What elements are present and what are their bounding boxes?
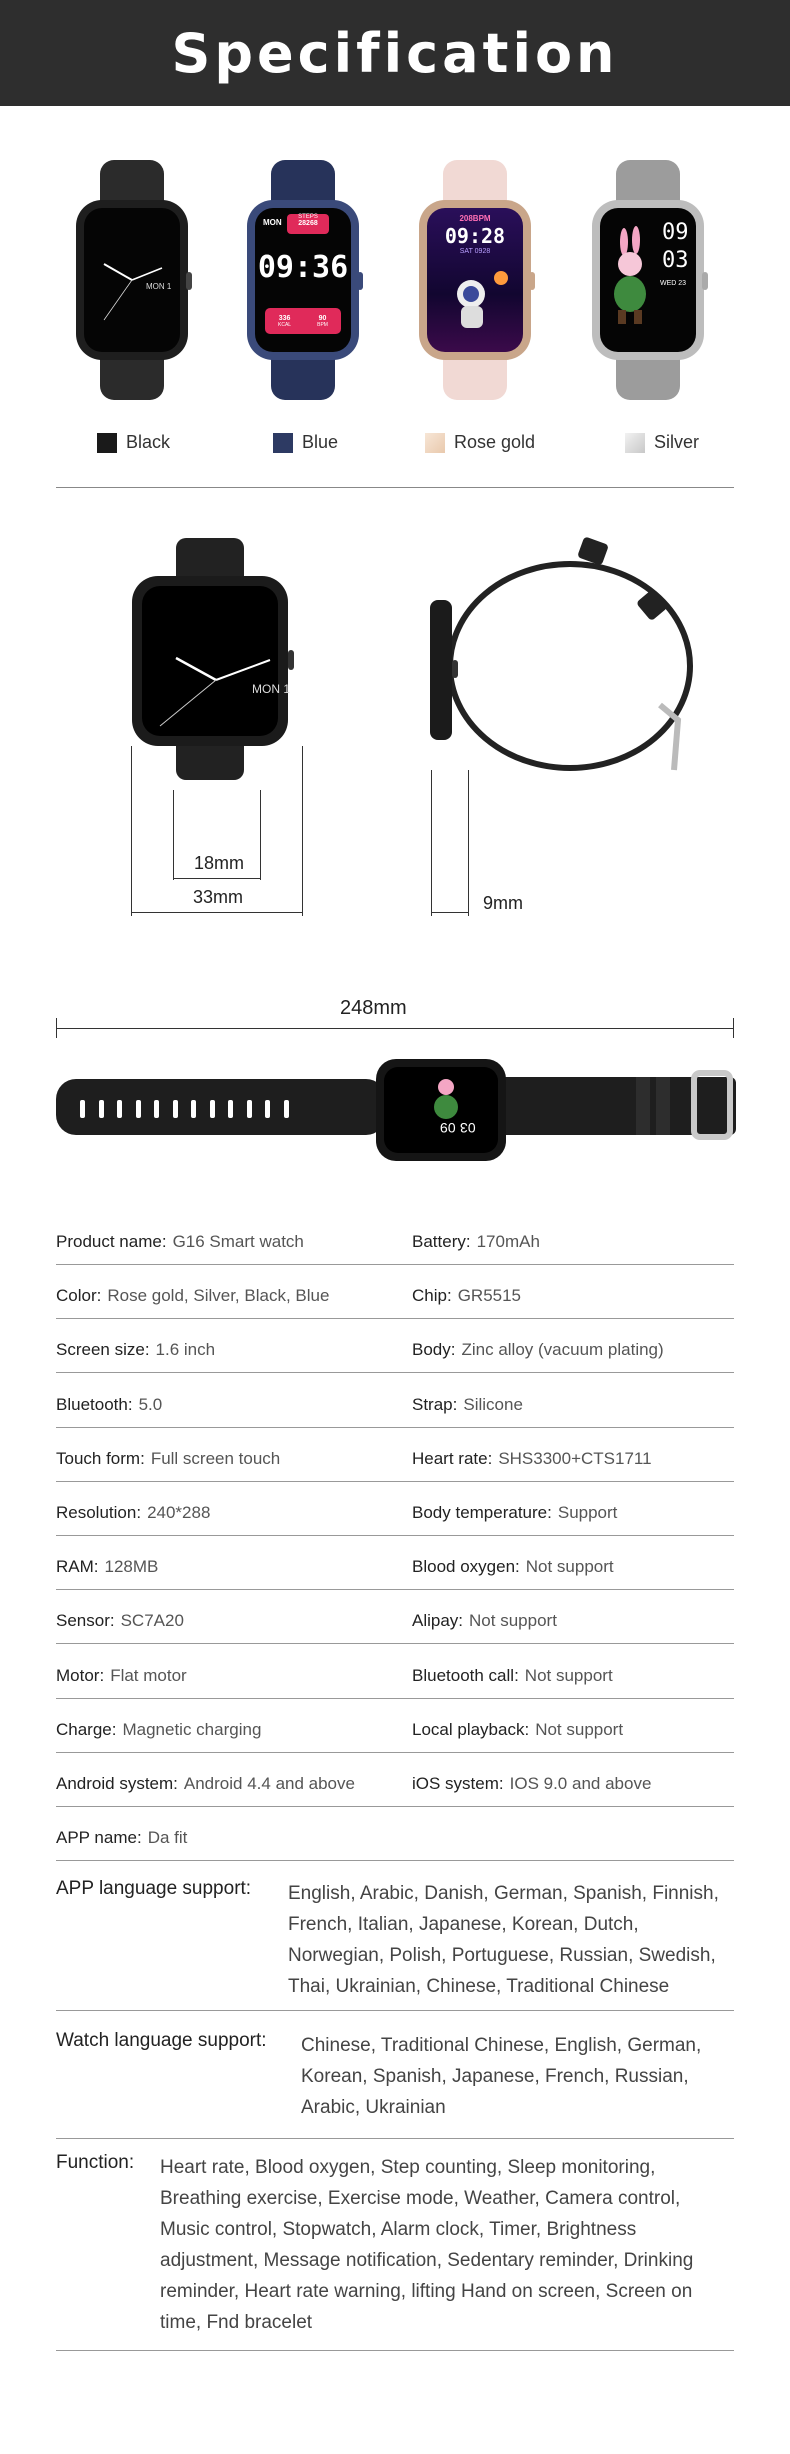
strap-hole bbox=[99, 1100, 104, 1118]
color-legend bbox=[0, 432, 790, 462]
spec-cell bbox=[56, 1340, 215, 1360]
analog-face-icon bbox=[84, 208, 180, 352]
spec-key: Sensor: bbox=[56, 1611, 115, 1631]
spec-cell bbox=[412, 1557, 614, 1577]
spec-value: Da fit bbox=[147, 1828, 188, 1848]
spec-row bbox=[56, 1666, 734, 1699]
spec-cell bbox=[56, 1503, 210, 1523]
spec-row bbox=[56, 1395, 734, 1428]
section-divider bbox=[56, 487, 734, 488]
dim-line bbox=[302, 746, 303, 916]
value-line: French, Italian, Japanese, Korean, Dutch, bbox=[288, 1914, 639, 1935]
swatch-black bbox=[97, 432, 170, 453]
color-chip bbox=[273, 433, 293, 453]
value-line: Korean, Spanish, Japanese, French, Russian, bbox=[301, 2066, 689, 2087]
watch-date: WED 23 bbox=[660, 280, 687, 287]
watch-crown bbox=[702, 272, 708, 290]
page-title: Specification bbox=[171, 21, 619, 85]
spec-cell bbox=[56, 1611, 184, 1631]
color-variants-row bbox=[0, 150, 790, 410]
strap-hole bbox=[247, 1100, 252, 1118]
watch-strap bbox=[100, 354, 164, 400]
spec-value: Magnetic charging bbox=[122, 1719, 262, 1739]
spec-value: Full screen touch bbox=[150, 1448, 281, 1468]
watch-front-icon bbox=[120, 530, 320, 790]
spec-row bbox=[56, 1232, 734, 1265]
spec-cell bbox=[56, 1232, 304, 1252]
field-key: APP language support: bbox=[56, 1878, 252, 1899]
watch-blue bbox=[233, 160, 373, 400]
spec-cell bbox=[412, 1232, 540, 1252]
watch-crown bbox=[186, 272, 192, 290]
color-label: Blue bbox=[302, 432, 339, 452]
kcal-value: 336 bbox=[278, 314, 291, 322]
watch-screen bbox=[84, 208, 180, 352]
spec-value: Not support bbox=[525, 1557, 614, 1577]
thickness-label: 9mm bbox=[483, 893, 523, 913]
spec-value: 240*288 bbox=[147, 1503, 211, 1522]
function-section bbox=[56, 2152, 734, 2351]
spec-key: Heart rate: bbox=[412, 1448, 493, 1468]
spec-value: Support bbox=[557, 1503, 618, 1522]
spec-key: Body temperature: bbox=[412, 1503, 552, 1522]
stats-badge bbox=[265, 308, 341, 334]
spec-cell bbox=[56, 1286, 329, 1306]
spec-cell bbox=[412, 1395, 523, 1415]
watch-crown bbox=[357, 272, 363, 290]
watch-silver bbox=[578, 160, 718, 400]
spec-cell bbox=[412, 1720, 623, 1740]
color-chip bbox=[625, 433, 645, 453]
spec-key: Screen size: bbox=[56, 1340, 150, 1360]
spec-key: Bluetooth: bbox=[56, 1394, 133, 1414]
color-chip bbox=[425, 433, 445, 453]
watch-screen bbox=[600, 208, 696, 352]
digital-time: 09:28 bbox=[444, 224, 506, 248]
spec-cell bbox=[56, 1828, 187, 1848]
strap-hole bbox=[284, 1100, 289, 1118]
spec-cell bbox=[412, 1286, 521, 1306]
field-key: Watch language support: bbox=[56, 2030, 267, 2051]
spec-value: Not support bbox=[469, 1611, 557, 1631]
value-line: Breathing exercise, Exercise mode, Weather, Camera control, bbox=[160, 2188, 681, 2209]
watch-crown bbox=[529, 272, 535, 290]
watch-rose-gold bbox=[405, 160, 545, 400]
strap-hole bbox=[228, 1100, 233, 1118]
spec-value: Zinc alloy (vacuum plating) bbox=[461, 1340, 664, 1360]
spec-value: G16 Smart watch bbox=[172, 1232, 304, 1251]
spec-key: Product name: bbox=[56, 1232, 167, 1251]
spec-value: Flat motor bbox=[110, 1665, 187, 1685]
spec-key: Bluetooth call: bbox=[412, 1665, 519, 1685]
field-value bbox=[288, 1878, 719, 2002]
field-value bbox=[160, 2152, 693, 2338]
bpm-value: 90 bbox=[318, 314, 327, 322]
hour-digits: 09 bbox=[662, 220, 689, 245]
spec-row bbox=[56, 1828, 734, 1861]
screen-width-label: 18mm bbox=[194, 853, 245, 873]
value-line: reminder, Heart rate warning, lifting Hand on screen, Screen on bbox=[160, 2281, 693, 2302]
spec-key: RAM: bbox=[56, 1557, 99, 1577]
spec-key: Color: bbox=[56, 1286, 102, 1306]
value-line: adjustment, Message notification, Sedentary reminder, Drinking bbox=[160, 2250, 694, 2271]
strap-hole bbox=[173, 1100, 178, 1118]
watch-black bbox=[62, 160, 202, 400]
spec-key: Android system: bbox=[56, 1774, 178, 1793]
bunny-icon bbox=[600, 208, 696, 352]
color-label: Black bbox=[126, 432, 171, 452]
spec-value: Not support bbox=[524, 1665, 613, 1685]
color-chip bbox=[97, 433, 117, 453]
watch-side-icon bbox=[420, 530, 700, 790]
spec-value: 128MB bbox=[104, 1557, 159, 1577]
watch-screen bbox=[427, 208, 523, 352]
strap-hole bbox=[265, 1100, 270, 1118]
spec-cell bbox=[56, 1720, 261, 1740]
watch-strap bbox=[271, 354, 335, 400]
dim-line bbox=[431, 912, 469, 913]
strap-hole bbox=[80, 1100, 85, 1118]
weekday-label: MON bbox=[263, 218, 282, 227]
spec-value: Android 4.4 and above bbox=[183, 1774, 355, 1793]
spec-row bbox=[56, 1340, 734, 1373]
spec-key: Battery: bbox=[412, 1232, 471, 1251]
value-line: time, Fnd bracelet bbox=[160, 2312, 313, 2333]
steps-badge bbox=[287, 214, 329, 234]
spec-key: Strap: bbox=[412, 1394, 458, 1414]
spec-row bbox=[56, 1286, 734, 1319]
spec-key: Alipay: bbox=[412, 1611, 464, 1631]
spec-row bbox=[56, 1449, 734, 1482]
spec-value: GR5515 bbox=[457, 1286, 522, 1306]
spec-value: SC7A20 bbox=[120, 1611, 184, 1631]
spec-value: Silicone bbox=[463, 1394, 523, 1414]
spec-cell bbox=[56, 1557, 158, 1577]
value-line: Heart rate, Blood oxygen, Step counting, Sleep monitoring, bbox=[160, 2157, 656, 2178]
bpm-label: BPM bbox=[317, 321, 328, 328]
bpm-readout: 208BPM bbox=[459, 214, 491, 223]
spec-key: Charge: bbox=[56, 1719, 117, 1739]
page-header bbox=[0, 0, 790, 106]
spec-cell bbox=[56, 1666, 187, 1686]
case-width-label: 33mm bbox=[193, 887, 244, 907]
dim-line bbox=[468, 770, 469, 916]
strap-hole bbox=[117, 1100, 122, 1118]
spec-value: Not support bbox=[535, 1719, 624, 1739]
astronaut-icon bbox=[427, 208, 523, 352]
color-label: Silver bbox=[654, 432, 700, 452]
spec-cell bbox=[56, 1774, 355, 1794]
steps-label: STEPS bbox=[298, 214, 318, 220]
watch-language-section bbox=[56, 2030, 734, 2139]
spec-cell bbox=[412, 1611, 557, 1631]
steps-value: 28268 bbox=[298, 220, 318, 227]
spec-key: Body: bbox=[412, 1340, 456, 1360]
dim-line bbox=[131, 912, 303, 913]
watch-strap bbox=[616, 354, 680, 400]
value-line: Norwegian, Polish, Portuguese, Russian, Swedish, bbox=[288, 1945, 716, 1966]
spec-cell bbox=[412, 1774, 651, 1794]
swatch-rose-gold bbox=[425, 432, 535, 453]
spec-key: Touch form: bbox=[56, 1448, 145, 1468]
spec-row bbox=[56, 1503, 734, 1536]
spec-value: Rose gold, Silver, Black, Blue bbox=[107, 1286, 330, 1306]
hour-digits: 09 bbox=[440, 1120, 456, 1136]
strap-hole bbox=[210, 1100, 215, 1118]
digital-time: 09:36 bbox=[257, 250, 349, 285]
spec-value: IOS 9.0 and above bbox=[509, 1774, 652, 1793]
minute-digits: 03 bbox=[460, 1120, 476, 1136]
strap-hole bbox=[191, 1100, 196, 1118]
strap-hole bbox=[154, 1100, 159, 1118]
swatch-blue bbox=[273, 432, 338, 453]
dim-line bbox=[173, 878, 261, 879]
spec-key: Resolution: bbox=[56, 1503, 142, 1522]
dim-line bbox=[173, 790, 174, 880]
spec-row bbox=[56, 1720, 734, 1753]
swatch-silver bbox=[625, 432, 699, 453]
dim-line bbox=[131, 746, 132, 916]
color-label: Rose gold bbox=[454, 432, 536, 452]
app-language-section bbox=[56, 1878, 734, 2011]
spec-key: Motor: bbox=[56, 1665, 105, 1685]
watch-date: MON 1 bbox=[146, 282, 172, 291]
field-key: Function: bbox=[56, 2152, 135, 2173]
value-line: Arabic, Ukrainian bbox=[301, 2097, 446, 2118]
spec-value: 170mAh bbox=[476, 1232, 540, 1251]
spec-cell bbox=[56, 1395, 162, 1415]
spec-cell bbox=[412, 1503, 617, 1523]
spec-key: Local playback: bbox=[412, 1719, 530, 1739]
watch-screen bbox=[255, 208, 351, 352]
watch-date: MON 1 bbox=[252, 682, 291, 696]
strap-hole bbox=[136, 1100, 141, 1118]
dim-line bbox=[260, 790, 261, 880]
dim-line bbox=[431, 770, 432, 916]
spec-key: Blood oxygen: bbox=[412, 1557, 520, 1577]
watch-date: SAT 0928 bbox=[459, 248, 491, 255]
spec-key: APP name: bbox=[56, 1828, 142, 1848]
total-length-label: 248mm bbox=[340, 997, 407, 1019]
spec-key: Chip: bbox=[412, 1286, 452, 1306]
spec-row bbox=[56, 1557, 734, 1590]
spec-row bbox=[56, 1774, 734, 1807]
value-line: Thai, Ukrainian, Chinese, Traditional Chinese bbox=[288, 1976, 670, 1997]
kcal-label: KCAL bbox=[278, 321, 292, 328]
spec-cell bbox=[412, 1666, 613, 1686]
spec-cell bbox=[412, 1449, 652, 1469]
minute-digits: 03 bbox=[662, 248, 689, 273]
spec-cell bbox=[56, 1449, 280, 1469]
spec-value: 1.6 inch bbox=[155, 1340, 216, 1360]
watch-strap bbox=[443, 354, 507, 400]
dim-line bbox=[56, 1028, 734, 1029]
spec-value: SHS3300+CTS1711 bbox=[498, 1448, 652, 1468]
value-line: English, Arabic, Danish, German, Spanish, Finnish, bbox=[288, 1883, 719, 1904]
spec-key: iOS system: bbox=[412, 1774, 504, 1793]
value-line: Music control, Stopwatch, Alarm clock, Timer, Brightness bbox=[160, 2219, 637, 2240]
value-line: Chinese, Traditional Chinese, English, German, bbox=[301, 2035, 702, 2056]
spec-row bbox=[56, 1611, 734, 1644]
spec-value: 5.0 bbox=[138, 1394, 163, 1414]
spec-cell bbox=[412, 1340, 664, 1360]
field-value bbox=[301, 2030, 701, 2123]
